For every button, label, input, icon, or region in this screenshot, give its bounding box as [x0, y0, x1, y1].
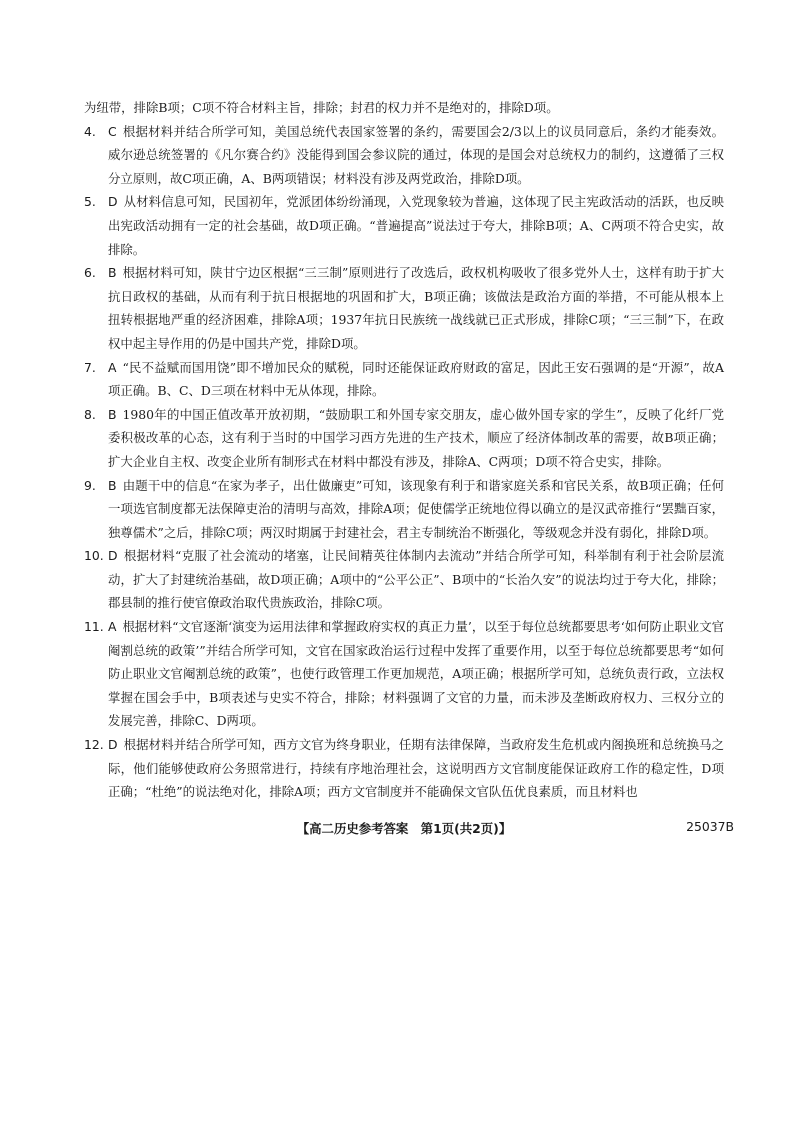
question-number: 9.	[84, 477, 96, 493]
question-number: 12.	[84, 737, 104, 753]
answer-text: 为纽带，排除B项；C项不符合材料主旨，排除；封君的权力并不是绝对的，排除D项。	[84, 100, 559, 115]
answer-letter: D	[108, 548, 118, 564]
answer-item-5	[84, 190, 724, 261]
answer-text: 根据材料并结合所学可知，美国总统代表国家签署的条约，需要国会2/3以上的议员同意后，条约才能奏效。威尔逊总统签署的《凡尔赛合约》没能得到国会参议院的通过，体现的是国会对总统权力的制约，这遵循了三权分立原则，故C项正确，A、B两项错误；材料没有涉及两党政治，排除D项。	[108, 123, 724, 186]
answer-text: 1980年的中国正值改革开放初期，“鼓励职工和外国专家交朋友，虚心做外国专家的学生”，反映了化纤厂党委积极改革的心态，这有利于当时的中国学习西方先进的生产技术，顺应了经济体制改革的需要，故B项正确；扩大企业自主权、改变企业所有制形式在材料中都没有涉及，排除A、C两项；D项不符合史实，排除。	[108, 406, 724, 469]
answer-text: 根据材料“克服了社会流动的堵塞，让民间精英往体制内去流动”并结合所学可知，科举制有利于社会阶层流动，扩大了封建统治基础，故D项正确；A项中的“公平公正”、B项中的“长治久安”的说法均过于夸大化，排除；郡县制的推行使官僚政治取代贵族政治，排除C项。	[108, 548, 724, 611]
answer-letter: D	[108, 194, 118, 210]
footer-title: 【高二历史参考答案 第1页(共2页)】	[296, 821, 512, 836]
answer-item-4	[84, 120, 724, 191]
question-number: 10.	[84, 548, 104, 564]
answer-letter: B	[108, 265, 117, 281]
answer-text: 根据材料“文官逐渐‘演变为运用法律和掌握政府实权的真正力量’，以至于每位总统都要思考‘如何防止职业文官阉割总统的政策’”并结合所学可知，文官在国家政治运行过程中发挥了重要作用，以至于每位总统都要思考“如何防止职业文官阉割总统的政策”，也使行政管理工作更加规范，A项正确；根据所学可知，总统负责行政，立法权掌握在国会手中，B项表述与史实不符合，排除；材料强调了文官的力量，而未涉及垄断政府权力、三权分立的发展完善，排除C、D两项。	[108, 619, 724, 729]
answer-letter: D	[108, 737, 118, 753]
answer-item-11	[84, 615, 724, 733]
question-number: 11.	[84, 619, 104, 635]
answer-item-continuation	[84, 96, 724, 120]
answer-key-page	[84, 96, 724, 804]
page-footer	[84, 819, 734, 839]
answer-item-8	[84, 403, 724, 474]
question-number: 6.	[84, 265, 96, 281]
answer-text: “民不益赋而国用饶”即不增加民众的赋税，同时还能保证政府财政的富足，因此王安石强调的是“开源”，故A项正确。B、C、D三项在材料中无从体现，排除。	[108, 359, 724, 399]
answer-letter: A	[108, 359, 117, 375]
answer-item-9	[84, 474, 724, 545]
document-code: 25037B	[686, 819, 734, 834]
question-number: 7.	[84, 359, 96, 375]
question-number: 5.	[84, 194, 96, 210]
answer-letter: C	[108, 123, 117, 139]
answer-text: 由题干中的信息“在家为孝子，出仕做廉吏”可知，该现象有利于和谐家庭关系和官民关系，故B项正确；任何一项选官制度都无法保障吏治的清明与高效，排除A项；促使儒学正统地位得以确立的是汉武帝推行“罢黜百家，独尊儒术”之后，排除C项；两汉时期属于封建社会，君主专制统治不断强化，等级观念并没有弱化，排除D项。	[108, 477, 724, 540]
answer-letter: B	[108, 406, 117, 422]
answer-text: 从材料信息可知，民国初年，党派团体纷纷涌现，入党现象较为普遍，这体现了民主宪政活动的活跃，也反映出宪政活动拥有一定的社会基础，故D项正确。“普遍提高”说法过于夸大，排除B项；A、C两项不符合史实，故排除。	[108, 194, 724, 257]
answer-letter: A	[108, 619, 117, 635]
answer-item-7	[84, 356, 724, 403]
answer-item-12	[84, 733, 724, 804]
answer-text: 根据材料可知，陕甘宁边区根据“三三制”原则进行了改选后，政权机构吸收了很多党外人士，这样有助于扩大抗日政权的基础，从而有利于抗日根据地的巩固和扩大，B项正确；该做法是政治方面的举措，不可能从根本上扭转根据地严重的经济困难，排除A项；1937年抗日民族统一战线就已正式形成，排除C项；“三三制”下，在政权中起主导作用的仍是中国共产党，排除D项。	[108, 265, 724, 351]
answer-text: 根据材料并结合所学可知，西方文官为终身职业，任期有法律保障，当政府发生危机或内阁换班和总统换马之际，他们能够使政府公务照常进行，持续有序地治理社会，这说明西方文官制度能保证政府工作的稳定性，D项正确；“杜绝”的说法绝对化，排除A项；西方文官制度并不能确保文官队伍优良素质，而且材料也	[108, 737, 724, 800]
answer-item-6	[84, 261, 724, 355]
answer-item-10	[84, 544, 724, 615]
question-number: 8.	[84, 406, 96, 422]
answer-letter: B	[108, 477, 117, 493]
question-number: 4.	[84, 123, 96, 139]
